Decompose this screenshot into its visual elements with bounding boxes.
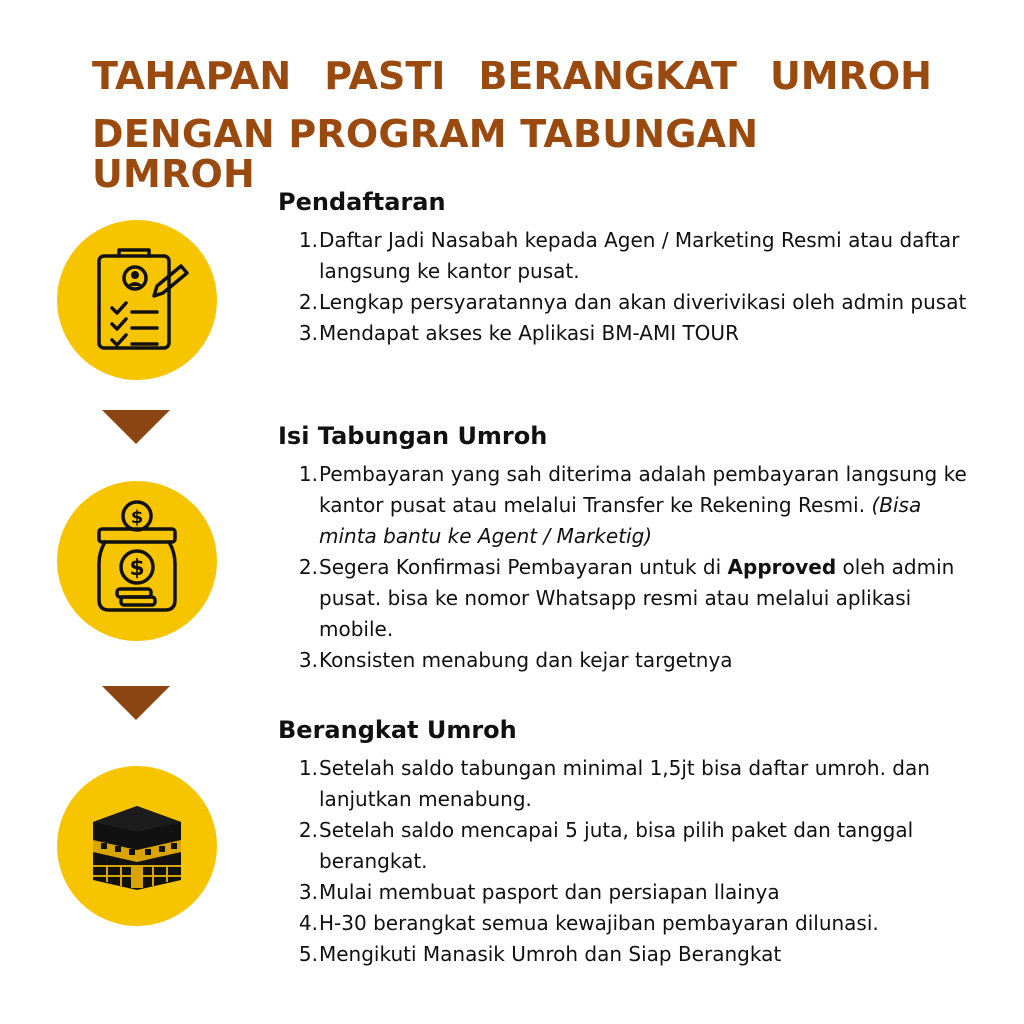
list-item [278, 753, 978, 815]
money-jar-icon [57, 481, 217, 641]
list-text-post: oleh admin pusat. bisa ke nomor Whatsapp resmi atau melalui aplikasi mobile. [319, 555, 955, 641]
list-number: 3. [298, 648, 318, 672]
list-number: 1. [298, 228, 318, 252]
list-item [278, 877, 978, 908]
step-list [278, 225, 978, 349]
section-berangkat-umroh [278, 715, 978, 970]
list-number: 2. [298, 818, 318, 842]
step-2-circle [57, 481, 217, 641]
list-item [278, 225, 978, 287]
title-word: TAHAPAN [92, 54, 292, 98]
list-text [318, 552, 978, 645]
step-arrow [102, 410, 170, 444]
step-arrow [102, 686, 170, 720]
section-heading: Pendaftaran [278, 188, 446, 216]
list-number: 2. [298, 555, 318, 579]
list-text-italic-note: (Bisa minta bantu ke Agent / Marketig) [319, 493, 922, 548]
list-text-pre: Segera Konfirmasi Pembayaran untuk di [319, 555, 722, 579]
page-title-line-2: DENGAN PROGRAM TABUNGAN UMROH [92, 112, 759, 196]
clipboard-checklist-icon [57, 220, 217, 380]
list-number: 4. [298, 911, 318, 935]
page-title-line-1 [92, 56, 932, 96]
list-text: Setelah saldo mencapai 5 juta, bisa pilih paket dan tanggal berangkat. [319, 818, 914, 873]
section-isi-tabungan [278, 421, 978, 676]
section-heading: Isi Tabungan Umroh [278, 422, 548, 450]
step-list [278, 753, 978, 970]
list-number: 1. [298, 756, 318, 780]
list-item [278, 552, 978, 645]
list-text-main: Pembayaran yang sah diterima adalah pembayaran langsung ke kantor pusat atau melalui Transfer ke Rekening Resmi. [319, 462, 967, 517]
title-word: BERANGKAT [478, 54, 737, 98]
list-item [278, 318, 978, 349]
section-heading: Berangkat Umroh [278, 716, 517, 744]
list-text: Lengkap persyaratannya dan akan diverivikasi oleh admin pusat [319, 290, 967, 314]
list-text: Daftar Jadi Nasabah kepada Agen / Marketing Resmi atau daftar langsung ke kantor pusat. [319, 228, 960, 283]
step-1-circle [57, 220, 217, 380]
list-text: Konsisten menabung dan kejar targetnya [319, 648, 733, 672]
list-number: 2. [298, 290, 318, 314]
list-text: Mengikuti Manasik Umroh dan Siap Berangkat [319, 942, 782, 966]
step-3-circle [57, 766, 217, 926]
list-text: Mulai membuat pasport dan persiapan llainya [319, 880, 780, 904]
svg-text:$: $ [130, 507, 144, 528]
list-text: H-30 berangkat semua kewajiban pembayaran dilunasi. [319, 911, 879, 935]
title-word: PASTI [324, 54, 446, 98]
list-text-bold: Approved [727, 555, 837, 579]
list-number: 1. [298, 462, 318, 486]
list-text: Setelah saldo tabungan minimal 1,5jt bisa daftar umroh. dan lanjutkan menabung. [319, 756, 930, 811]
list-number: 5. [298, 942, 318, 966]
list-text [318, 459, 978, 552]
title-word: UMROH [769, 54, 932, 98]
list-item [278, 459, 978, 552]
list-item [278, 287, 978, 318]
list-item [278, 939, 978, 970]
list-item [278, 908, 978, 939]
list-item [278, 815, 978, 877]
list-item [278, 645, 978, 676]
list-text: Mendapat akses ke Aplikasi BM-AMI TOUR [319, 321, 739, 345]
section-pendaftaran [278, 187, 978, 349]
list-number: 3. [298, 880, 318, 904]
step-list [278, 459, 978, 676]
svg-text:$: $ [129, 556, 145, 581]
list-number: 3. [298, 321, 318, 345]
kaaba-icon [57, 766, 217, 926]
